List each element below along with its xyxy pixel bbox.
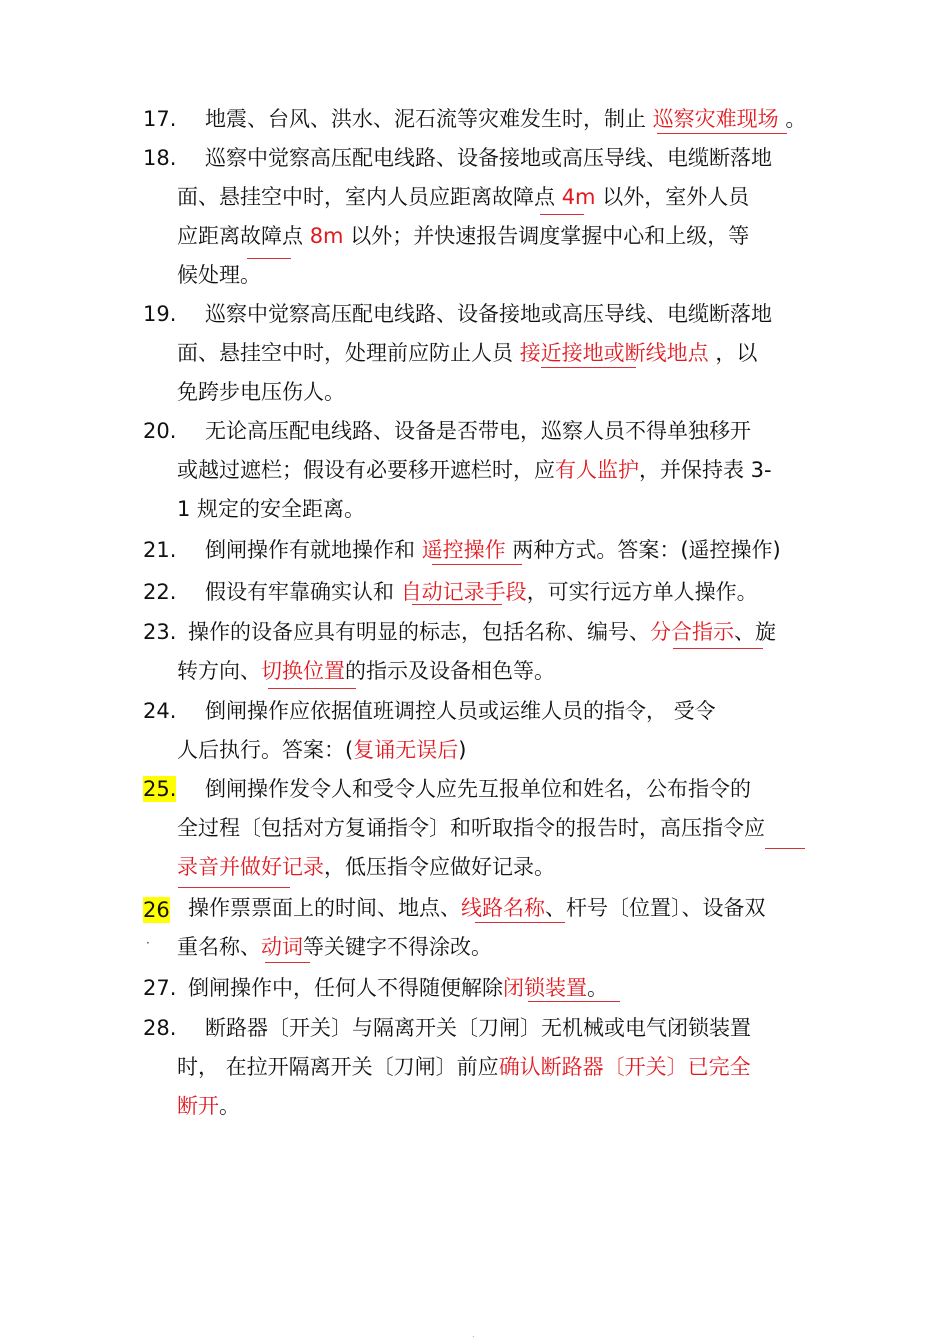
text-segment: ，低压指令应做好记录。 <box>324 855 555 879</box>
item-number: 18. <box>143 146 177 170</box>
text-segment: 候处理。 <box>177 263 261 287</box>
item-text-line <box>177 184 749 210</box>
item-text-line <box>205 698 716 724</box>
answer-text: 遥控操作 <box>421 538 506 562</box>
answer-text: 接近接地或断线地点 <box>519 341 709 365</box>
item-text-line <box>205 418 751 444</box>
item-text-line <box>177 815 765 841</box>
item-text-line <box>205 776 751 802</box>
item-text-line <box>188 895 766 921</box>
item-text-line <box>205 537 781 563</box>
text-segment: 、旋 <box>734 620 776 644</box>
text-segment: 倒闸操作发令人和受令人应先互报单位和姓名，公布指令的 <box>205 777 751 801</box>
answer-text: 复诵无误后 <box>353 738 459 762</box>
item-text-line <box>177 934 492 960</box>
answer-underline <box>540 214 584 215</box>
text-segment: 应距离故障点 <box>177 224 310 248</box>
text-segment: 操作票票面上的时间、地点、 <box>188 896 461 920</box>
text-segment: 地震、台风、洪水、泥石流等灾难发生时，制止 <box>205 107 653 131</box>
text-segment: 两种方式。答案：(遥控操作) <box>505 538 781 562</box>
answer-underline <box>657 133 787 134</box>
text-segment: 巡察中觉察高压配电线路、设备接地或高压导线、电缆断落地 <box>205 302 772 326</box>
item-text-line <box>177 457 772 483</box>
answer-underline <box>765 848 805 849</box>
text-segment: 1 规定的安全距离。 <box>177 497 366 521</box>
item-number: 21. <box>143 538 177 562</box>
answer-text: 录音并做好记录 <box>177 855 324 879</box>
item-text-line <box>177 496 365 522</box>
text-segment: 全过程〔包括对方复诵指令〕和听取指令的报告时，高压指令应 <box>177 816 765 840</box>
item-text-line <box>188 975 608 1001</box>
answer-text: 确认断路器〔开关〕已完全 <box>498 1055 751 1079</box>
text-segment: 等关键字不得涂改。 <box>303 935 492 959</box>
item-text-line <box>177 379 345 405</box>
text-segment: 操作的设备应具有明显的标志，包括名称、编号、 <box>188 620 650 644</box>
answer-text: 动词 <box>261 935 303 959</box>
answer-underline <box>268 688 356 689</box>
text-segment: ，并保持表 3- <box>639 458 772 482</box>
text-segment: ，以 <box>708 341 758 365</box>
item-text-line <box>205 145 772 171</box>
item-text-line <box>177 1093 240 1119</box>
item-number: 22. <box>143 580 177 604</box>
text-segment: 巡察中觉察高压配电线路、设备接地或高压导线、电缆断落地 <box>205 146 772 170</box>
item-text-line <box>205 301 772 327</box>
answer-text: 切换位置 <box>261 659 345 683</box>
text-segment: 人后执行。答案：( <box>177 738 354 762</box>
item-number: 28. <box>143 1016 177 1040</box>
text-segment: 转方向、 <box>177 659 261 683</box>
item-text-line <box>205 579 758 605</box>
answer-underline <box>178 887 290 888</box>
answer-text: 巡察灾难现场 <box>652 107 779 131</box>
text-segment: 。 <box>587 976 608 1000</box>
text-segment: 面、悬挂空中时，处理前应防止人员 <box>177 341 520 365</box>
item-text-line <box>177 737 466 763</box>
answer-underline <box>265 962 310 963</box>
text-segment: 断路器〔开关〕与隔离开关〔刀闸〕无机械或电气闭锁装置 <box>205 1016 751 1040</box>
text-segment: 重名称、 <box>177 935 261 959</box>
item-number: 23. <box>143 620 177 644</box>
item-number: 25. <box>143 777 177 801</box>
answer-underline <box>247 258 291 259</box>
text-segment: 以外；并快速报告调度掌握中心和上级，等 <box>343 224 750 248</box>
text-segment: 或越过遮栏；假设有必要移开遮栏时，应 <box>177 458 555 482</box>
answer-text: 4m <box>561 185 596 209</box>
footer-dot: . <box>472 1330 475 1339</box>
text-segment: 。 <box>219 1094 240 1118</box>
answer-underline <box>528 1001 620 1002</box>
item-number: 24. <box>143 699 177 723</box>
text-segment: 倒闸操作有就地操作和 <box>205 538 422 562</box>
answer-underline <box>541 367 636 368</box>
answer-text: 8m <box>309 224 344 248</box>
item-text-line <box>177 223 749 249</box>
item-number: 27. <box>143 976 177 1000</box>
text-segment: 。 <box>778 107 807 131</box>
item-26-dot: · <box>146 936 150 950</box>
text-segment: 面、悬挂空中时，室内人员应距离故障点 <box>177 185 562 209</box>
text-segment: ) <box>458 738 467 762</box>
item-number: 19. <box>143 302 177 326</box>
answer-text: 闭锁装置 <box>503 976 587 1000</box>
answer-underline <box>432 564 522 565</box>
text-segment: 倒闸操作中，任何人不得随便解除 <box>188 976 503 1000</box>
text-segment: 以外，室外人员 <box>595 185 750 209</box>
item-text-line <box>177 1054 751 1080</box>
text-segment: 、杆号〔位置〕、设备双 <box>545 896 766 920</box>
answer-text: 有人监护 <box>555 458 639 482</box>
text-segment: 免跨步电压伤人。 <box>177 380 345 404</box>
text-segment: 无论高压配电线路、设备是否带电，巡察人员不得单独移开 <box>205 419 751 443</box>
answer-underline <box>673 648 763 649</box>
text-segment: 倒闸操作应依据值班调控人员或运维人员的指令， 受令 <box>205 699 716 723</box>
item-text-line <box>177 658 555 684</box>
answer-text: 自动记录手段 <box>400 580 527 604</box>
item-text-line <box>177 340 757 366</box>
answer-underline <box>475 922 565 923</box>
item-text-line <box>205 1015 751 1041</box>
item-text-line <box>188 619 776 645</box>
item-text-line <box>177 854 555 880</box>
item-number: 20. <box>143 419 177 443</box>
item-text-line <box>177 262 261 288</box>
item-number: 17. <box>143 107 177 131</box>
answer-underline <box>412 604 502 605</box>
item-text-line <box>205 106 806 132</box>
text-segment: ，可实行远方单人操作。 <box>526 580 758 604</box>
answer-text: 分合指示 <box>650 620 734 644</box>
text-segment: 时， 在拉开隔离开关〔刀闸〕前应 <box>177 1055 499 1079</box>
answer-text: 断开 <box>177 1094 219 1118</box>
answer-text: 线路名称 <box>461 896 545 920</box>
text-segment: 假设有牢靠确实认和 <box>205 580 401 604</box>
item-number: 26 <box>143 898 170 922</box>
text-segment: 的指示及设备相色等。 <box>345 659 555 683</box>
